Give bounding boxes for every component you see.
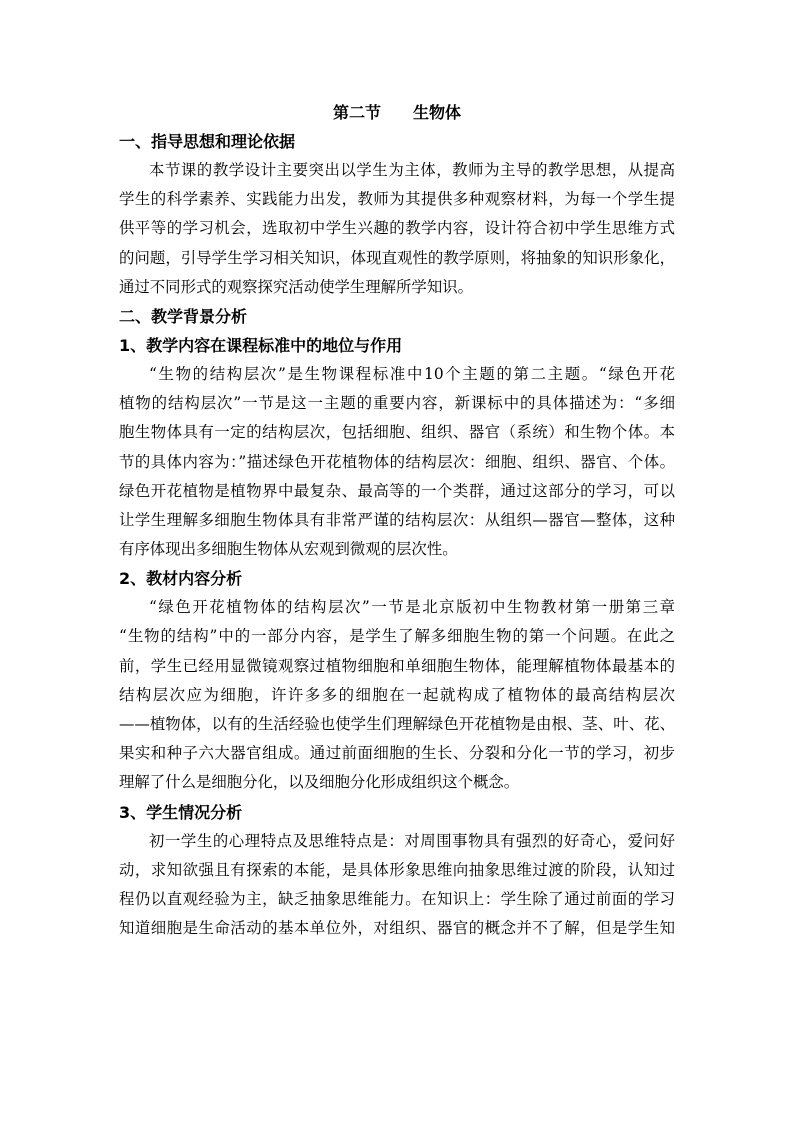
paragraph-line: 果实和种子六大器官组成。通过前面细胞的生长、分裂和分化一节的学习，初步 (119, 744, 675, 763)
paragraph-line: “生物的结构层次”是生物课程标准中10个主题的第二主题。“绿色开花 (149, 364, 675, 383)
paragraph-line: 植物的结构层次”一节是这一主题的重要内容，新课标中的具体描述为：“多细 (119, 394, 675, 413)
section-paragraph (119, 593, 675, 797)
paragraph-line: 本节课的教学设计主要突出以学生为主体，教师为主导的教学思想，从提高 (149, 161, 675, 179)
paragraph-line: 有序体现出多细胞生物体从宏观到微观的层次性。 (119, 540, 458, 559)
paragraph-line: ——植物体，以有的生活经验也使学生们理解绿色开花植物是由根、茎、叶、花、 (119, 715, 675, 733)
paragraph-line: 让学生理解多细胞生物体具有非常严谨的结构层次：从组织—器官—整体，这种 (119, 510, 675, 529)
document-title: 第二节 生物体 (332, 103, 461, 122)
paragraph-line: 节的具体内容为：”描述绿色开花植物体的结构层次：细胞、组织、器官、个体。 (119, 452, 675, 471)
paragraph-line: 的问题，引导学生学习相关知识，体现直观性的教学原则，将抽象的知识形象化， (119, 248, 675, 267)
section-heading: 1、教学内容在课程标准中的地位与作用 (119, 335, 403, 355)
document-page (119, 98, 675, 943)
paragraph-line: 学生的科学素养、实践能力出发，教师为其提供多种观察材料，为每一个学生提 (119, 190, 675, 209)
paragraph-line: 知道细胞是生命活动的基本单位外，对组织、器官的概念并不了解，但是学生知 (119, 919, 675, 938)
paragraph-line: 供平等的学习机会，选取初中学生兴趣的教学内容，设计符合初中学生思维方式 (119, 219, 675, 238)
section-paragraph (119, 360, 675, 564)
paragraph-line: 结构层次应为细胞，许许多多的细胞在一起就构成了植物体的最高结构层次 (119, 685, 675, 704)
section-heading: 2、教材内容分析 (119, 569, 243, 589)
paragraph-line: 绿色开花植物是植物界中最复杂、最高等的一个类群，通过这部分的学习，可以 (119, 481, 675, 500)
paragraph-line: 通过不同形式的观察探究活动使学生理解所学知识。 (119, 277, 473, 296)
section-heading: 3、学生情况分析 (119, 802, 243, 822)
paragraph-line: 理解了什么是细胞分化，以及细胞分化形成组织这个概念。 (119, 773, 520, 792)
section-paragraph (119, 827, 675, 944)
section-paragraph (119, 156, 675, 302)
paragraph-line: 程仍以直观经验为主，缺乏抽象思维能力。在知识上：学生除了通过前面的学习 (119, 889, 675, 908)
paragraph-line: “生物的结构”中的一部分内容，是学生了解多细胞生物的第一个问题。在此之 (119, 627, 675, 646)
paragraph-line: 前，学生已经用显微镜观察过植物细胞和单细胞生物体，能理解植物体最基本的 (119, 656, 675, 675)
paragraph-line: 胞生物体具有一定的结构层次，包括细胞、组织、器官（系统）和生物个体。本 (119, 423, 675, 442)
section-heading: 二、教学背景分析 (119, 306, 248, 326)
paragraph-line: “绿色开花植物体的结构层次”一节是北京版初中生物教材第一册第三章 (149, 598, 675, 617)
section-heading: 一、指导思想和理论依据 (119, 132, 296, 151)
paragraph-line: 动，求知欲强且有探索的本能，是具体形象思维向抽象思维过渡的阶段，认知过 (119, 860, 675, 879)
paragraph-line: 初一学生的心理特点及思维特点是：对周围事物具有强烈的好奇心，爱问好 (149, 831, 675, 850)
